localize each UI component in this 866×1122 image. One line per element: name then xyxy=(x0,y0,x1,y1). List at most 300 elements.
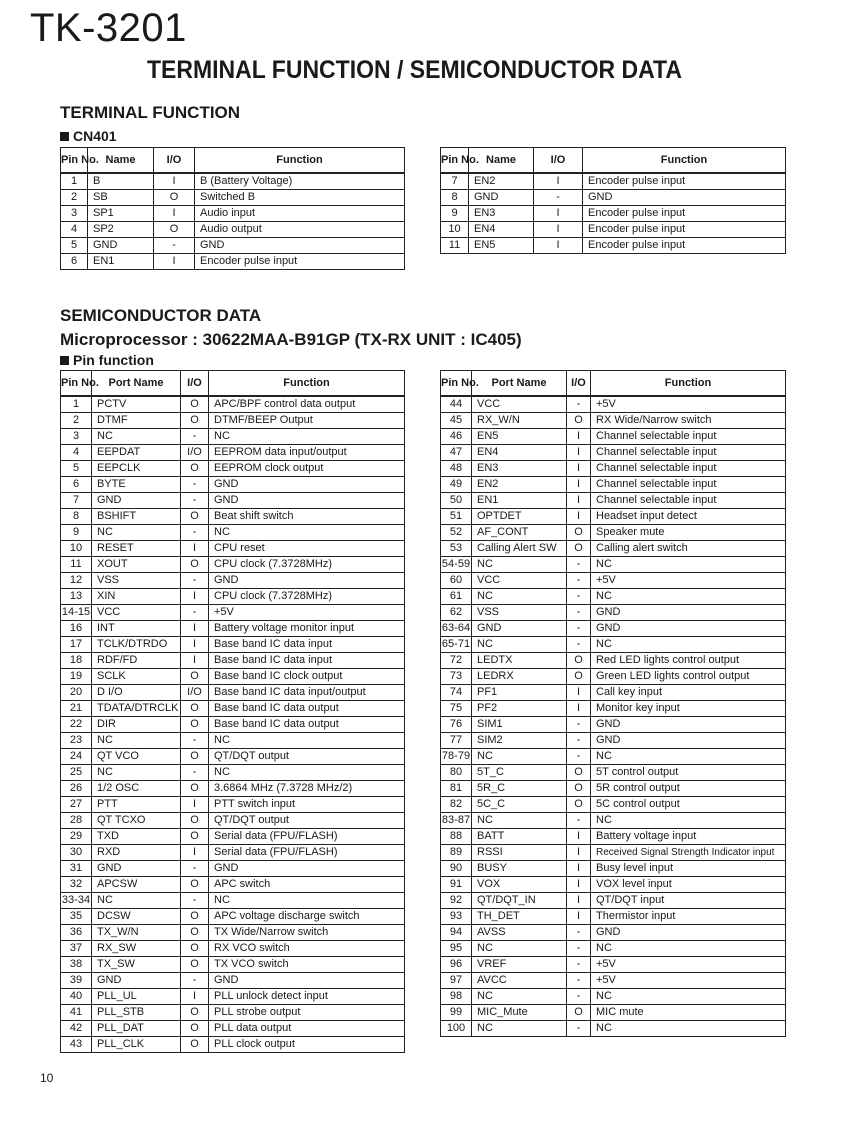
io-cell: I/O xyxy=(181,685,209,701)
table-row xyxy=(61,413,405,429)
function-cell: Channel selectable input xyxy=(591,429,786,445)
io-cell: O xyxy=(181,717,209,733)
table-row xyxy=(441,525,786,541)
table-row xyxy=(61,429,405,445)
io-cell: O xyxy=(154,222,195,238)
io-cell: - xyxy=(567,1021,591,1037)
table-row xyxy=(61,396,405,413)
table-row xyxy=(441,797,786,813)
col-header-pin: Pin No. xyxy=(441,371,472,397)
name-cell: D I/O xyxy=(92,685,181,701)
name-cell: SIM2 xyxy=(472,733,567,749)
name-cell: DTMF xyxy=(92,413,181,429)
col-header-io: I/O xyxy=(567,371,591,397)
table-row xyxy=(441,957,786,973)
io-cell: - xyxy=(567,989,591,1005)
function-cell: Base band IC clock output xyxy=(209,669,405,685)
col-header-name: Name xyxy=(88,148,154,174)
function-cell: Serial data (FPU/FLASH) xyxy=(209,829,405,845)
table-row xyxy=(441,829,786,845)
function-cell: GND xyxy=(591,925,786,941)
function-cell: Red LED lights control output xyxy=(591,653,786,669)
table-row xyxy=(441,445,786,461)
name-cell: VCC xyxy=(472,573,567,589)
table-row xyxy=(441,893,786,909)
function-cell: EEPROM data input/output xyxy=(209,445,405,461)
io-cell: O xyxy=(154,190,195,206)
io-cell: O xyxy=(181,957,209,973)
col-header-pin: Pin No. xyxy=(61,148,88,174)
function-cell: PLL clock output xyxy=(209,1037,405,1053)
pin-function-table-right xyxy=(440,370,786,1037)
table-row xyxy=(61,238,405,254)
pin-function-right-rows xyxy=(441,396,786,1037)
pin-cell: 45 xyxy=(441,413,472,429)
function-cell: NC xyxy=(209,525,405,541)
function-cell: RX VCO switch xyxy=(209,941,405,957)
pin-cell: 90 xyxy=(441,861,472,877)
function-cell: APC/BPF control data output xyxy=(209,396,405,413)
pin-cell: 18 xyxy=(61,653,92,669)
pin-cell: 81 xyxy=(441,781,472,797)
io-cell: - xyxy=(567,573,591,589)
col-header-port: Port Name xyxy=(472,371,567,397)
col-header-function: Function xyxy=(195,148,405,174)
name-cell: AF_CONT xyxy=(472,525,567,541)
name-cell: EN5 xyxy=(469,238,534,254)
function-cell: GND xyxy=(591,605,786,621)
io-cell: I xyxy=(567,509,591,525)
function-cell: Base band IC data input xyxy=(209,637,405,653)
table-header-row xyxy=(441,148,786,174)
pin-cell: 39 xyxy=(61,973,92,989)
io-cell: O xyxy=(181,1021,209,1037)
pin-cell: 91 xyxy=(441,877,472,893)
table-row xyxy=(441,477,786,493)
function-cell: Encoder pulse input xyxy=(583,173,786,190)
io-cell: O xyxy=(181,829,209,845)
name-cell: RX_SW xyxy=(92,941,181,957)
function-cell: QT/DQT output xyxy=(209,813,405,829)
function-cell: GND xyxy=(209,477,405,493)
table-row xyxy=(61,190,405,206)
table-row xyxy=(441,541,786,557)
table-row xyxy=(441,749,786,765)
name-cell: PTT xyxy=(92,797,181,813)
function-cell: TX VCO switch xyxy=(209,957,405,973)
pin-cell: 98 xyxy=(441,989,472,1005)
pin-cell: 24 xyxy=(61,749,92,765)
io-cell: O xyxy=(567,669,591,685)
io-cell: O xyxy=(181,669,209,685)
name-cell: PCTV xyxy=(92,396,181,413)
io-cell: I xyxy=(567,493,591,509)
table-row xyxy=(441,222,786,238)
name-cell: NC xyxy=(92,733,181,749)
function-cell: NC xyxy=(591,1021,786,1037)
function-cell: Channel selectable input xyxy=(591,477,786,493)
table-row xyxy=(441,190,786,206)
microprocessor-heading: Microprocessor : 30622MAA-B91GP (TX-RX UNIT : IC405) xyxy=(60,330,522,349)
table-row xyxy=(441,989,786,1005)
table-header-row xyxy=(61,371,405,397)
table-row xyxy=(441,685,786,701)
name-cell: TX_W/N xyxy=(92,925,181,941)
io-cell: O xyxy=(567,541,591,557)
pin-cell: 78-79 xyxy=(441,749,472,765)
name-cell: SP2 xyxy=(88,222,154,238)
name-cell: EEPDAT xyxy=(92,445,181,461)
io-cell: - xyxy=(567,589,591,605)
table-row xyxy=(441,413,786,429)
io-cell: O xyxy=(181,1005,209,1021)
pin-cell: 30 xyxy=(61,845,92,861)
model-number: TK-3201 xyxy=(30,6,187,50)
function-cell: +5V xyxy=(591,973,786,989)
table-row xyxy=(441,845,786,861)
function-cell: Thermistor input xyxy=(591,909,786,925)
table-row xyxy=(61,957,405,973)
name-cell: NC xyxy=(92,893,181,909)
name-cell: EN2 xyxy=(469,173,534,190)
col-header-pin: Pin No. xyxy=(441,148,469,174)
pin-cell: 44 xyxy=(441,396,472,413)
name-cell: BSHIFT xyxy=(92,509,181,525)
io-cell: - xyxy=(567,717,591,733)
function-cell: Encoder pulse input xyxy=(583,206,786,222)
table-row xyxy=(61,589,405,605)
table-row xyxy=(61,733,405,749)
function-cell: VOX level input xyxy=(591,877,786,893)
name-cell: NC xyxy=(92,525,181,541)
pin-cell: 95 xyxy=(441,941,472,957)
io-cell: O xyxy=(181,925,209,941)
pin-cell: 61 xyxy=(441,589,472,605)
table-row xyxy=(61,605,405,621)
pin-cell: 1 xyxy=(61,396,92,413)
connector-label xyxy=(60,128,117,144)
io-cell: I xyxy=(567,429,591,445)
col-header-pin: Pin No. xyxy=(61,371,92,397)
pin-cell: 62 xyxy=(441,605,472,621)
io-cell: - xyxy=(567,957,591,973)
name-cell: VREF xyxy=(472,957,567,973)
function-cell: NC xyxy=(591,813,786,829)
table-row xyxy=(61,1005,405,1021)
table-row xyxy=(61,637,405,653)
table-row xyxy=(61,749,405,765)
pin-cell: 7 xyxy=(441,173,469,190)
pin-cell: 17 xyxy=(61,637,92,653)
function-cell: APC voltage discharge switch xyxy=(209,909,405,925)
cn401-table-left xyxy=(60,147,405,270)
function-cell: APC switch xyxy=(209,877,405,893)
pin-cell: 51 xyxy=(441,509,472,525)
pin-cell: 3 xyxy=(61,429,92,445)
pin-function-left-rows xyxy=(61,396,405,1053)
name-cell: XOUT xyxy=(92,557,181,573)
connector-name: CN401 xyxy=(73,128,117,144)
function-cell: CPU clock (7.3728MHz) xyxy=(209,589,405,605)
io-cell: O xyxy=(567,653,591,669)
name-cell: GND xyxy=(92,861,181,877)
function-cell: Encoder pulse input xyxy=(583,238,786,254)
pin-cell: 21 xyxy=(61,701,92,717)
io-cell: - xyxy=(567,557,591,573)
table-row xyxy=(61,701,405,717)
page-number: 10 xyxy=(40,1071,54,1085)
pin-cell: 80 xyxy=(441,765,472,781)
function-cell: Speaker mute xyxy=(591,525,786,541)
pin-cell: 16 xyxy=(61,621,92,637)
io-cell: I xyxy=(567,461,591,477)
name-cell: NC xyxy=(92,429,181,445)
name-cell: PLL_STB xyxy=(92,1005,181,1021)
name-cell: B xyxy=(88,173,154,190)
table-row xyxy=(441,557,786,573)
col-header-io: I/O xyxy=(534,148,583,174)
name-cell: GND xyxy=(472,621,567,637)
name-cell: NC xyxy=(472,589,567,605)
pin-cell: 32 xyxy=(61,877,92,893)
pin-cell: 49 xyxy=(441,477,472,493)
table-row xyxy=(61,1037,405,1053)
pin-cell: 10 xyxy=(61,541,92,557)
table-row xyxy=(441,461,786,477)
function-cell: Base band IC data output xyxy=(209,701,405,717)
col-header-function: Function xyxy=(591,371,786,397)
pin-cell: 96 xyxy=(441,957,472,973)
name-cell: NC xyxy=(472,637,567,653)
table-row xyxy=(441,206,786,222)
table-row xyxy=(441,637,786,653)
io-cell: O xyxy=(181,701,209,717)
function-cell: NC xyxy=(591,637,786,653)
name-cell: INT xyxy=(92,621,181,637)
name-cell: GND xyxy=(469,190,534,206)
cn401-right-rows xyxy=(441,173,786,254)
function-cell: GND xyxy=(591,717,786,733)
cn401-left-rows xyxy=(61,173,405,270)
pin-cell: 100 xyxy=(441,1021,472,1037)
table-row xyxy=(61,813,405,829)
name-cell: NC xyxy=(472,941,567,957)
table-row xyxy=(441,621,786,637)
col-header-name: Name xyxy=(469,148,534,174)
table-row xyxy=(441,509,786,525)
io-cell: I xyxy=(567,909,591,925)
name-cell: SP1 xyxy=(88,206,154,222)
pin-cell: 10 xyxy=(441,222,469,238)
table-row xyxy=(61,861,405,877)
table-row xyxy=(441,781,786,797)
pin-cell: 43 xyxy=(61,1037,92,1053)
function-cell: GND xyxy=(209,973,405,989)
table-row xyxy=(441,493,786,509)
pin-cell: 65-71 xyxy=(441,637,472,653)
io-cell: O xyxy=(181,557,209,573)
name-cell: PLL_DAT xyxy=(92,1021,181,1037)
function-cell: Switched B xyxy=(195,190,405,206)
io-cell: I xyxy=(181,637,209,653)
name-cell: EN5 xyxy=(472,429,567,445)
table-row xyxy=(61,877,405,893)
function-cell: 5C control output xyxy=(591,797,786,813)
pin-cell: 28 xyxy=(61,813,92,829)
table-row xyxy=(61,461,405,477)
pin-cell: 94 xyxy=(441,925,472,941)
function-cell: Received Signal Strength Indicator input xyxy=(591,845,786,861)
square-bullet-icon xyxy=(60,132,69,141)
io-cell: - xyxy=(181,733,209,749)
page-title: TERMINAL FUNCTION / SEMICONDUCTOR DATA xyxy=(147,56,682,84)
pin-cell: 38 xyxy=(61,957,92,973)
table-row xyxy=(61,941,405,957)
function-cell: GND xyxy=(583,190,786,206)
pin-cell: 42 xyxy=(61,1021,92,1037)
name-cell: RDF/FD xyxy=(92,653,181,669)
pin-cell: 8 xyxy=(61,509,92,525)
pin-cell: 88 xyxy=(441,829,472,845)
table-row xyxy=(61,781,405,797)
io-cell: - xyxy=(181,765,209,781)
table-row xyxy=(441,877,786,893)
col-header-io: I/O xyxy=(154,148,195,174)
io-cell: O xyxy=(567,765,591,781)
pin-cell: 22 xyxy=(61,717,92,733)
io-cell: - xyxy=(567,637,591,653)
function-cell: PTT switch input xyxy=(209,797,405,813)
table-header-row xyxy=(441,371,786,397)
name-cell: TCLK/DTRDO xyxy=(92,637,181,653)
name-cell: BATT xyxy=(472,829,567,845)
name-cell: 5R_C xyxy=(472,781,567,797)
io-cell: - xyxy=(567,749,591,765)
pin-cell: 20 xyxy=(61,685,92,701)
name-cell: Calling Alert SW xyxy=(472,541,567,557)
function-cell: Base band IC data output xyxy=(209,717,405,733)
table-row xyxy=(441,429,786,445)
pin-cell: 11 xyxy=(61,557,92,573)
table-row xyxy=(61,557,405,573)
function-cell: GND xyxy=(591,621,786,637)
function-cell: Monitor key input xyxy=(591,701,786,717)
io-cell: I xyxy=(154,254,195,270)
table-row xyxy=(441,925,786,941)
function-cell: Beat shift switch xyxy=(209,509,405,525)
table-row xyxy=(61,829,405,845)
function-cell: PLL data output xyxy=(209,1021,405,1037)
function-cell: NC xyxy=(591,557,786,573)
pin-cell: 33-34 xyxy=(61,893,92,909)
name-cell: LEDRX xyxy=(472,669,567,685)
function-cell: +5V xyxy=(591,573,786,589)
io-cell: I xyxy=(181,653,209,669)
pin-cell: 8 xyxy=(441,190,469,206)
name-cell: GND xyxy=(88,238,154,254)
io-cell: - xyxy=(534,190,583,206)
io-cell: I xyxy=(534,206,583,222)
io-cell: - xyxy=(181,893,209,909)
function-cell: NC xyxy=(591,749,786,765)
name-cell: EN1 xyxy=(472,493,567,509)
name-cell: PF2 xyxy=(472,701,567,717)
function-cell: Channel selectable input xyxy=(591,461,786,477)
name-cell: EN1 xyxy=(88,254,154,270)
table-row xyxy=(61,621,405,637)
function-cell: 3.6864 MHz (7.3728 MHz/2) xyxy=(209,781,405,797)
function-cell: B (Battery Voltage) xyxy=(195,173,405,190)
name-cell: RXD xyxy=(92,845,181,861)
col-header-io: I/O xyxy=(181,371,209,397)
function-cell: Headset input detect xyxy=(591,509,786,525)
table-row xyxy=(441,396,786,413)
pin-cell: 54-59 xyxy=(441,557,472,573)
table-row xyxy=(61,765,405,781)
function-cell: +5V xyxy=(591,396,786,413)
table-row xyxy=(441,909,786,925)
io-cell: O xyxy=(181,396,209,413)
pin-cell: 63-64 xyxy=(441,621,472,637)
table-row xyxy=(441,605,786,621)
name-cell: VOX xyxy=(472,877,567,893)
table-row xyxy=(61,573,405,589)
table-row xyxy=(61,685,405,701)
io-cell: - xyxy=(181,477,209,493)
function-cell: QT/DQT input xyxy=(591,893,786,909)
io-cell: - xyxy=(181,573,209,589)
name-cell: PF1 xyxy=(472,685,567,701)
function-cell: MIC mute xyxy=(591,1005,786,1021)
pin-cell: 40 xyxy=(61,989,92,1005)
terminal-function-heading: TERMINAL FUNCTION xyxy=(60,103,241,122)
pin-cell: 82 xyxy=(441,797,472,813)
io-cell: - xyxy=(567,733,591,749)
io-cell: I xyxy=(567,829,591,845)
function-cell: 5T control output xyxy=(591,765,786,781)
pin-cell: 6 xyxy=(61,254,88,270)
name-cell: TXD xyxy=(92,829,181,845)
name-cell: EN2 xyxy=(472,477,567,493)
io-cell: I xyxy=(567,701,591,717)
name-cell: XIN xyxy=(92,589,181,605)
io-cell: O xyxy=(181,509,209,525)
table-row xyxy=(441,1021,786,1037)
table-row xyxy=(441,573,786,589)
io-cell: - xyxy=(181,861,209,877)
table-row xyxy=(61,845,405,861)
col-header-function: Function xyxy=(209,371,405,397)
pin-cell: 93 xyxy=(441,909,472,925)
io-cell: I xyxy=(181,589,209,605)
function-cell: EEPROM clock output xyxy=(209,461,405,477)
name-cell: VCC xyxy=(92,605,181,621)
name-cell: 1/2 OSC xyxy=(92,781,181,797)
io-cell: - xyxy=(181,525,209,541)
name-cell: BYTE xyxy=(92,477,181,493)
pin-cell: 83-87 xyxy=(441,813,472,829)
io-cell: O xyxy=(181,941,209,957)
pin-cell: 97 xyxy=(441,973,472,989)
name-cell: QT VCO xyxy=(92,749,181,765)
io-cell: I/O xyxy=(181,445,209,461)
name-cell: NC xyxy=(92,765,181,781)
io-cell: - xyxy=(567,941,591,957)
io-cell: I xyxy=(181,989,209,1005)
io-cell: I xyxy=(154,206,195,222)
name-cell: QT/DQT_IN xyxy=(472,893,567,909)
pin-cell: 23 xyxy=(61,733,92,749)
